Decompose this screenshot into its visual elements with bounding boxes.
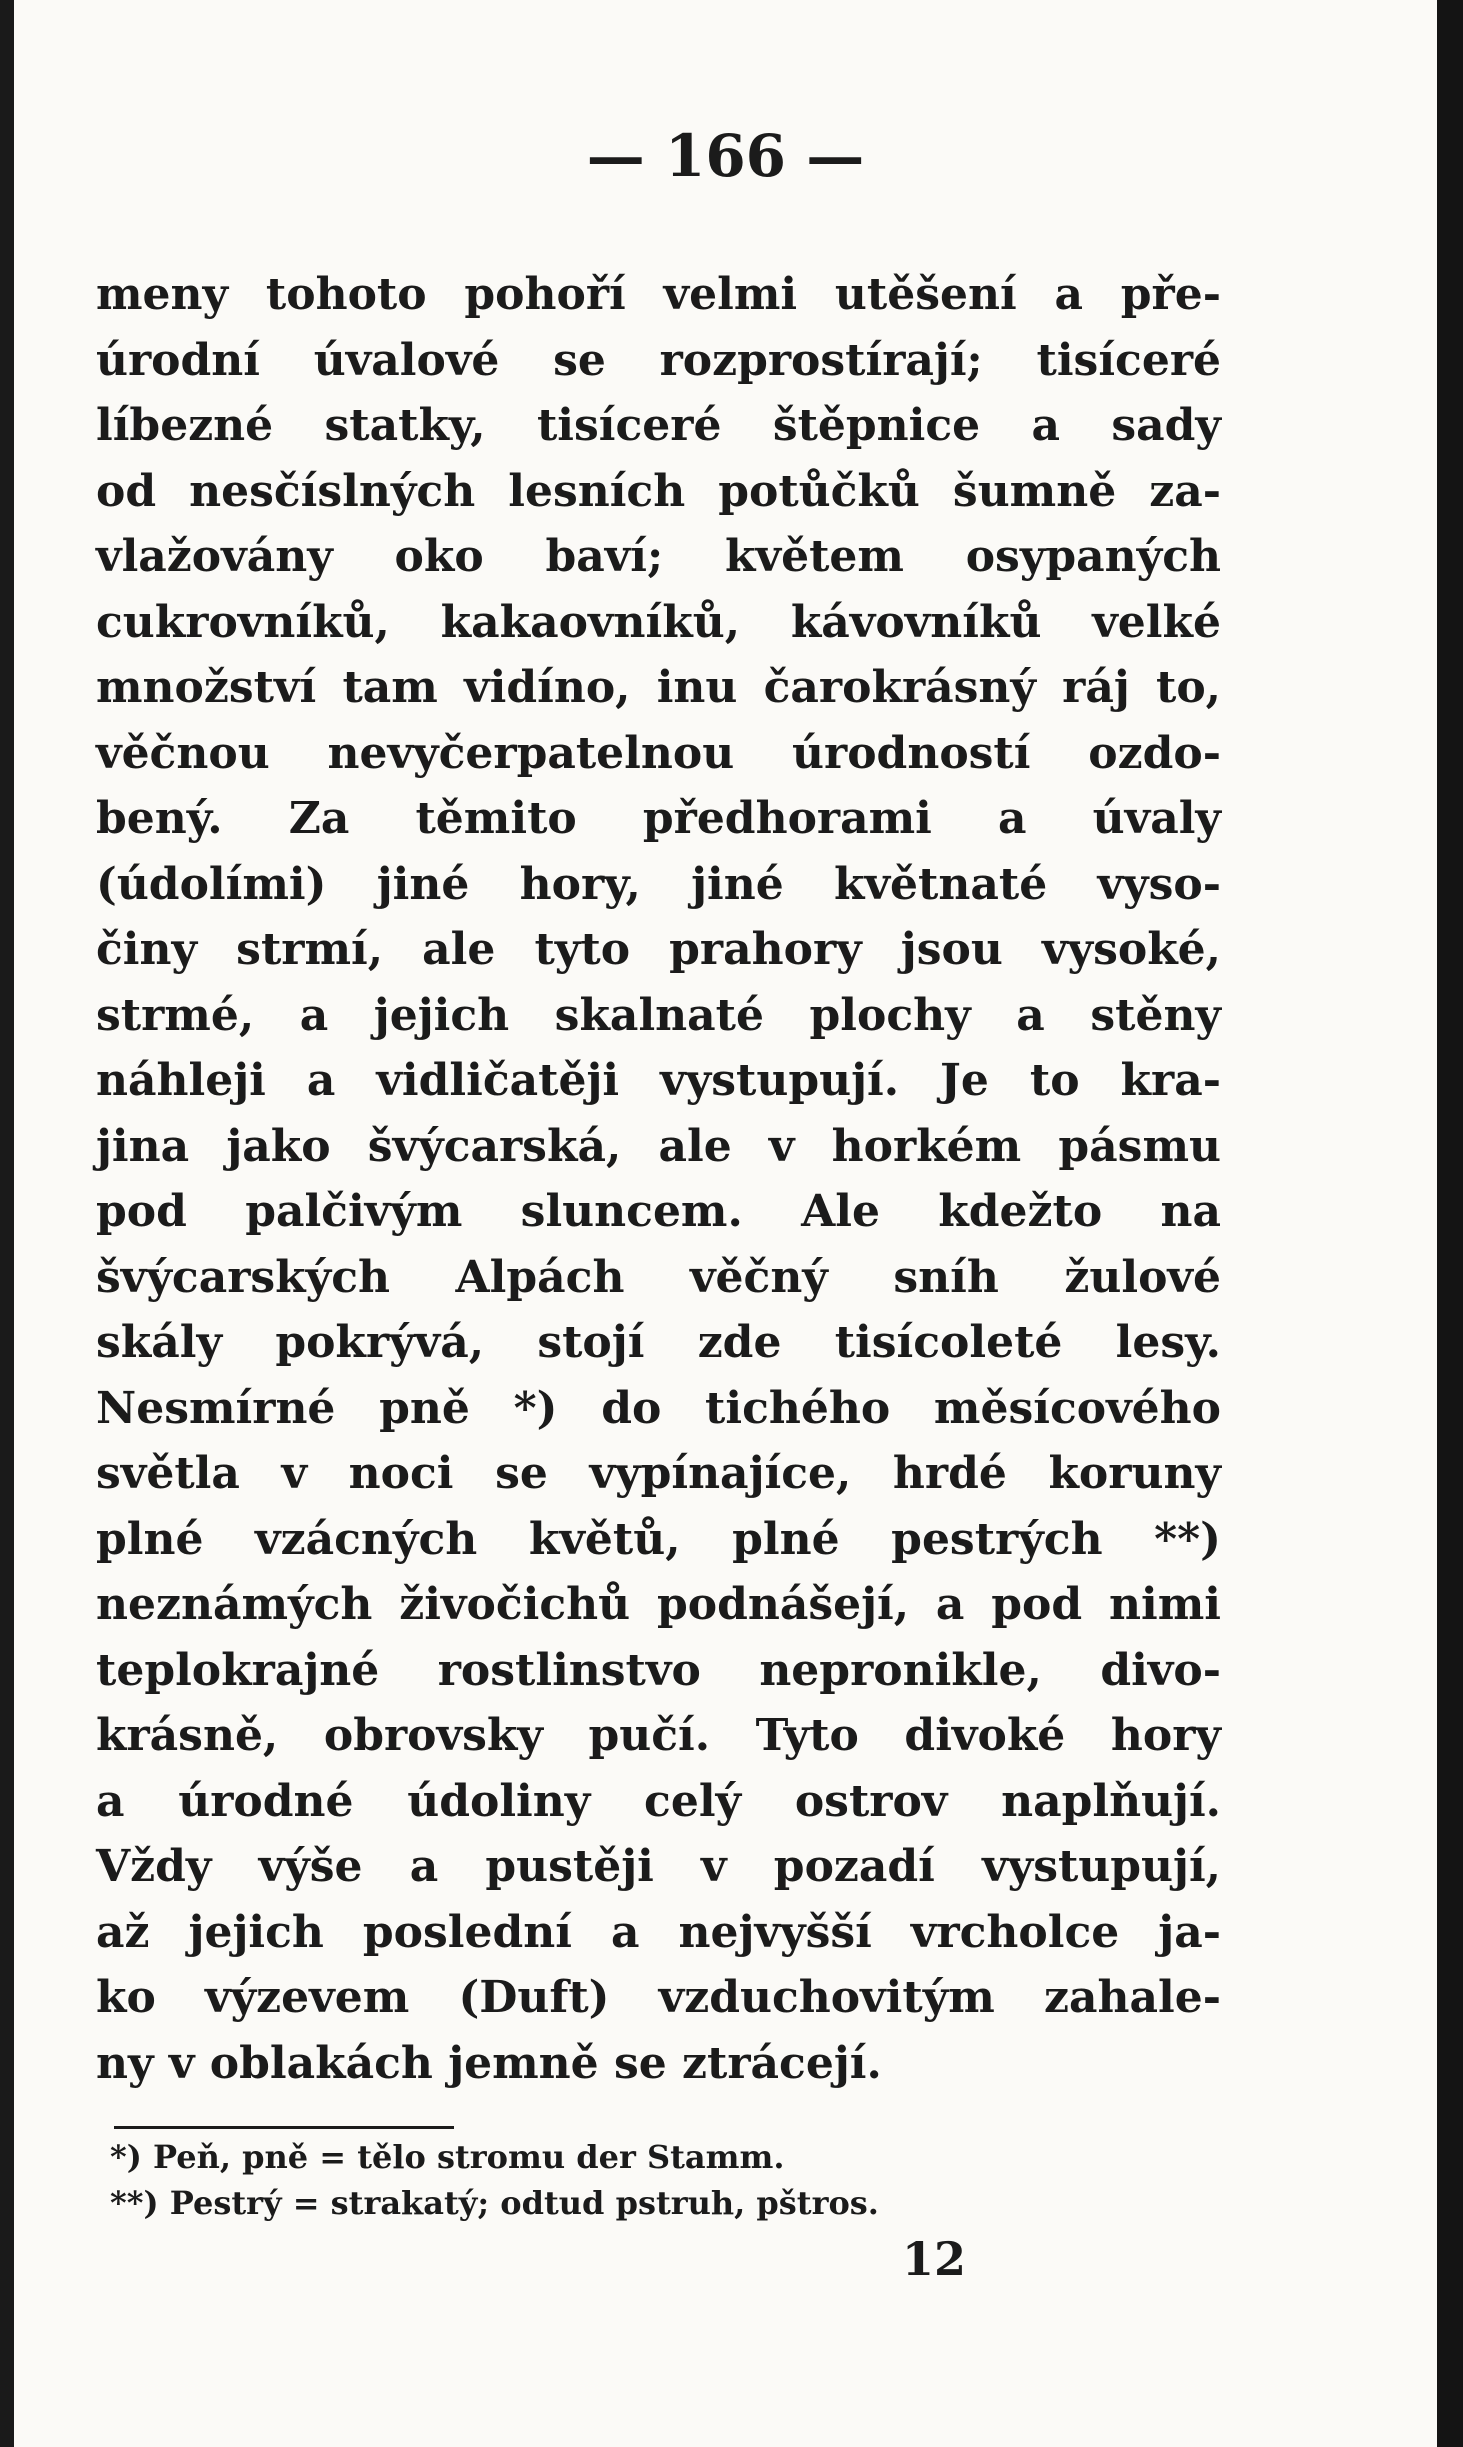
body-text <box>96 262 1221 2096</box>
text-line: pod palčivým sluncem. Ale kdežto na <box>96 1186 1221 1237</box>
text-line: věčnou nevyčerpatelnou úrodností ozdo- <box>96 727 1221 779</box>
scan-edge-right <box>1437 0 1463 2447</box>
text-line: Nesmírné pně *) do tichého měsícového <box>96 1382 1221 1434</box>
text-line: krásně, obrovsky pučí. Tyto divoké hory <box>96 1710 1221 1761</box>
text-line: činy strmí, ale tyto prahory jsou vysoké, <box>96 924 1221 975</box>
text-line: meny tohoto pohoří velmi utěšení a pře- <box>96 269 1221 320</box>
text-line: Vždy výše a pustěji v pozadí vystupují, <box>96 1841 1221 1892</box>
text-line: švýcarských Alpách věčný sníh žulové <box>96 1251 1221 1303</box>
text-line: ko výzevem (Duft) vzduchovitým zahale- <box>96 1972 1221 2023</box>
text-line: líbezné statky, tisíceré štěpnice a sady <box>96 400 1221 451</box>
text-line: světla v noci se vypínajíce, hrdé koruny <box>96 1448 1221 1499</box>
text-line: množství tam vidíno, inu čarokrásný ráj to, <box>96 662 1221 713</box>
text-line: plné vzácných květů, plné pestrých **) <box>96 1513 1221 1565</box>
text-line: neznámých živočichů podnášejí, a pod nimi <box>96 1579 1221 1630</box>
text-line: až jejich poslední a nejvyšší vrcholce ja- <box>96 1906 1221 1958</box>
footnote: **) Pestrý = strakatý; odtud pstruh, pštros. <box>110 2184 879 2222</box>
footnote: *) Peň, pně = tělo stromu der Stamm. <box>110 2138 785 2176</box>
text-line: vlažovány oko baví; květem osypaných <box>96 531 1221 582</box>
text-line: od nesčíslných lesních potůčků šumně za- <box>96 465 1221 517</box>
text-line: ny v oblakách jemně se ztrácejí. <box>96 2037 882 2089</box>
footnote-divider <box>114 2126 454 2129</box>
text-line: náhleji a vidličatěji vystupují. Je to kra- <box>96 1055 1221 1106</box>
footnotes <box>110 2134 1110 2226</box>
page-number: — 166 — <box>586 122 865 190</box>
text-line: úrodní úvalové se rozprostírají; tisíceré <box>96 334 1221 386</box>
scan-edge-left <box>0 0 14 2447</box>
book-page <box>14 0 1437 2447</box>
text-line: skály pokrývá, stojí zde tisícoleté lesy. <box>96 1317 1221 1368</box>
text-line: teplokrajné rostlinstvo nepronikle, divo- <box>96 1644 1221 1696</box>
signature-mark: 12 <box>902 2232 967 2286</box>
text-line: cukrovníků, kakaovníků, kávovníků velké <box>96 596 1221 648</box>
text-line: a úrodné údoliny celý ostrov naplňují. <box>96 1775 1221 1827</box>
text-line: jina jako švýcarská, ale v horkém pásmu <box>96 1120 1221 1172</box>
text-line: bený. Za těmito předhorami a úvaly <box>96 793 1221 844</box>
text-line: strmé, a jejich skalnaté plochy a stěny <box>96 989 1221 1041</box>
text-line: (údolími) jiné hory, jiné květnaté vyso- <box>96 858 1221 910</box>
